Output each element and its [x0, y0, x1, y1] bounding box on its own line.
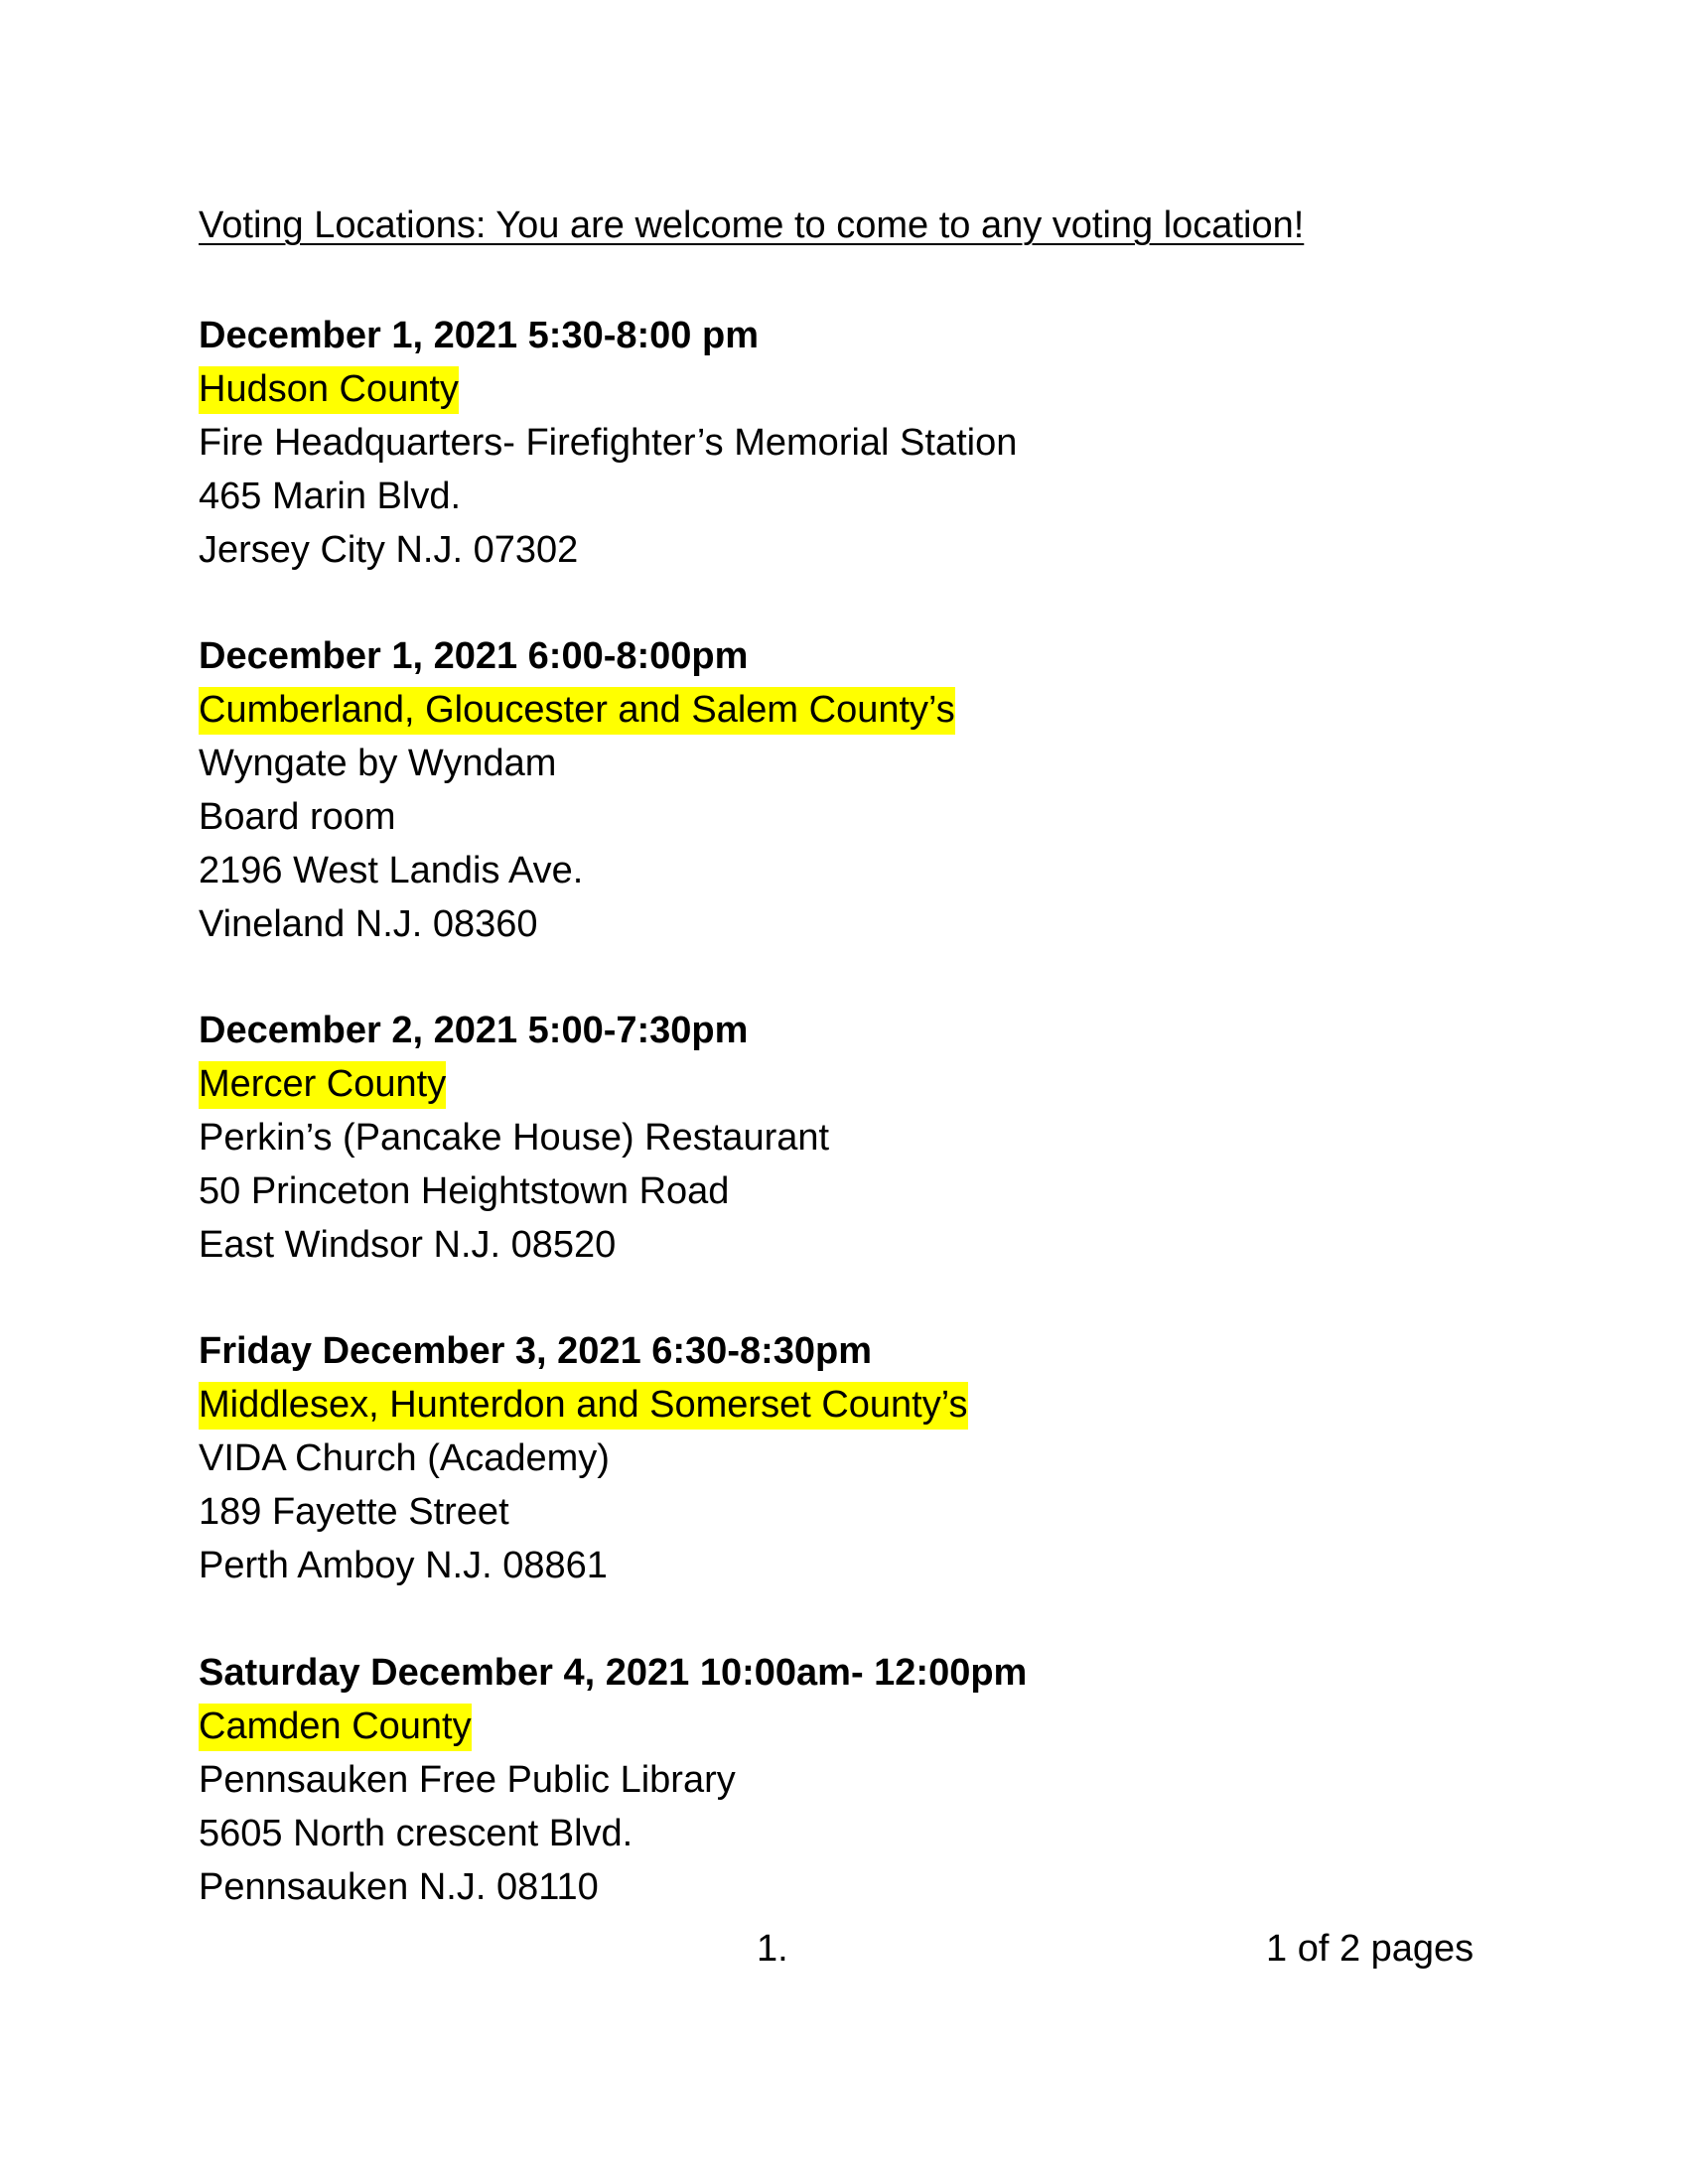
entry-county — [199, 1057, 1489, 1111]
footer-page-number: 1. — [757, 1928, 788, 1970]
county-highlight: Hudson County — [199, 366, 459, 414]
county-highlight: Mercer County — [199, 1061, 446, 1109]
entry-city: Vineland N.J. 08360 — [199, 903, 538, 945]
county-highlight: Camden County — [199, 1704, 472, 1751]
entry-venue: Wyngate by Wyndam — [199, 743, 557, 784]
entry-county — [199, 1700, 1489, 1753]
entry-address: 5605 North crescent Blvd. — [199, 1813, 633, 1854]
entry-city: Perth Amboy N.J. 08861 — [199, 1545, 608, 1586]
entry-address: 465 Marin Blvd. — [199, 476, 462, 517]
entry-county — [199, 683, 1489, 737]
page-title: Voting Locations: You are welcome to come to any voting location! — [199, 205, 1305, 246]
entry-address: 50 Princeton Heightstown Road — [199, 1170, 730, 1212]
location-entry — [199, 1646, 1489, 1914]
entry-room: Board room — [199, 796, 396, 838]
entry-date: December 2, 2021 5:00-7:30pm — [199, 1010, 749, 1051]
entry-city: East Windsor N.J. 08520 — [199, 1224, 617, 1266]
entry-venue: VIDA Church (Academy) — [199, 1437, 610, 1479]
entry-date: December 1, 2021 6:00-8:00pm — [199, 635, 749, 677]
entry-county — [199, 362, 1489, 416]
footer-page-count: 1 of 2 pages — [1266, 1928, 1475, 1970]
entry-date: December 1, 2021 5:30-8:00 pm — [199, 315, 759, 356]
entry-city: Jersey City N.J. 07302 — [199, 529, 579, 571]
location-entry — [199, 1324, 1489, 1592]
entry-venue: Pennsauken Free Public Library — [199, 1759, 736, 1801]
county-highlight: Cumberland, Gloucester and Salem County’s — [199, 687, 955, 735]
entry-county — [199, 1378, 1489, 1432]
entry-date: Friday December 3, 2021 6:30-8:30pm — [199, 1330, 873, 1372]
entry-venue: Perkin’s (Pancake House) Restaurant — [199, 1117, 830, 1159]
entry-date: Saturday December 4, 2021 10:00am- 12:00pm — [199, 1652, 1028, 1694]
entry-city: Pennsauken N.J. 08110 — [199, 1866, 599, 1908]
entry-address: 2196 West Landis Ave. — [199, 850, 584, 891]
entry-address: 189 Fayette Street — [199, 1491, 509, 1533]
location-entry — [199, 1004, 1489, 1272]
entry-venue: Fire Headquarters- Firefighter’s Memorial Station — [199, 422, 1018, 464]
location-entry — [199, 309, 1489, 577]
county-highlight: Middlesex, Hunterdon and Somerset County’s — [199, 1382, 968, 1430]
location-entry — [199, 629, 1489, 951]
